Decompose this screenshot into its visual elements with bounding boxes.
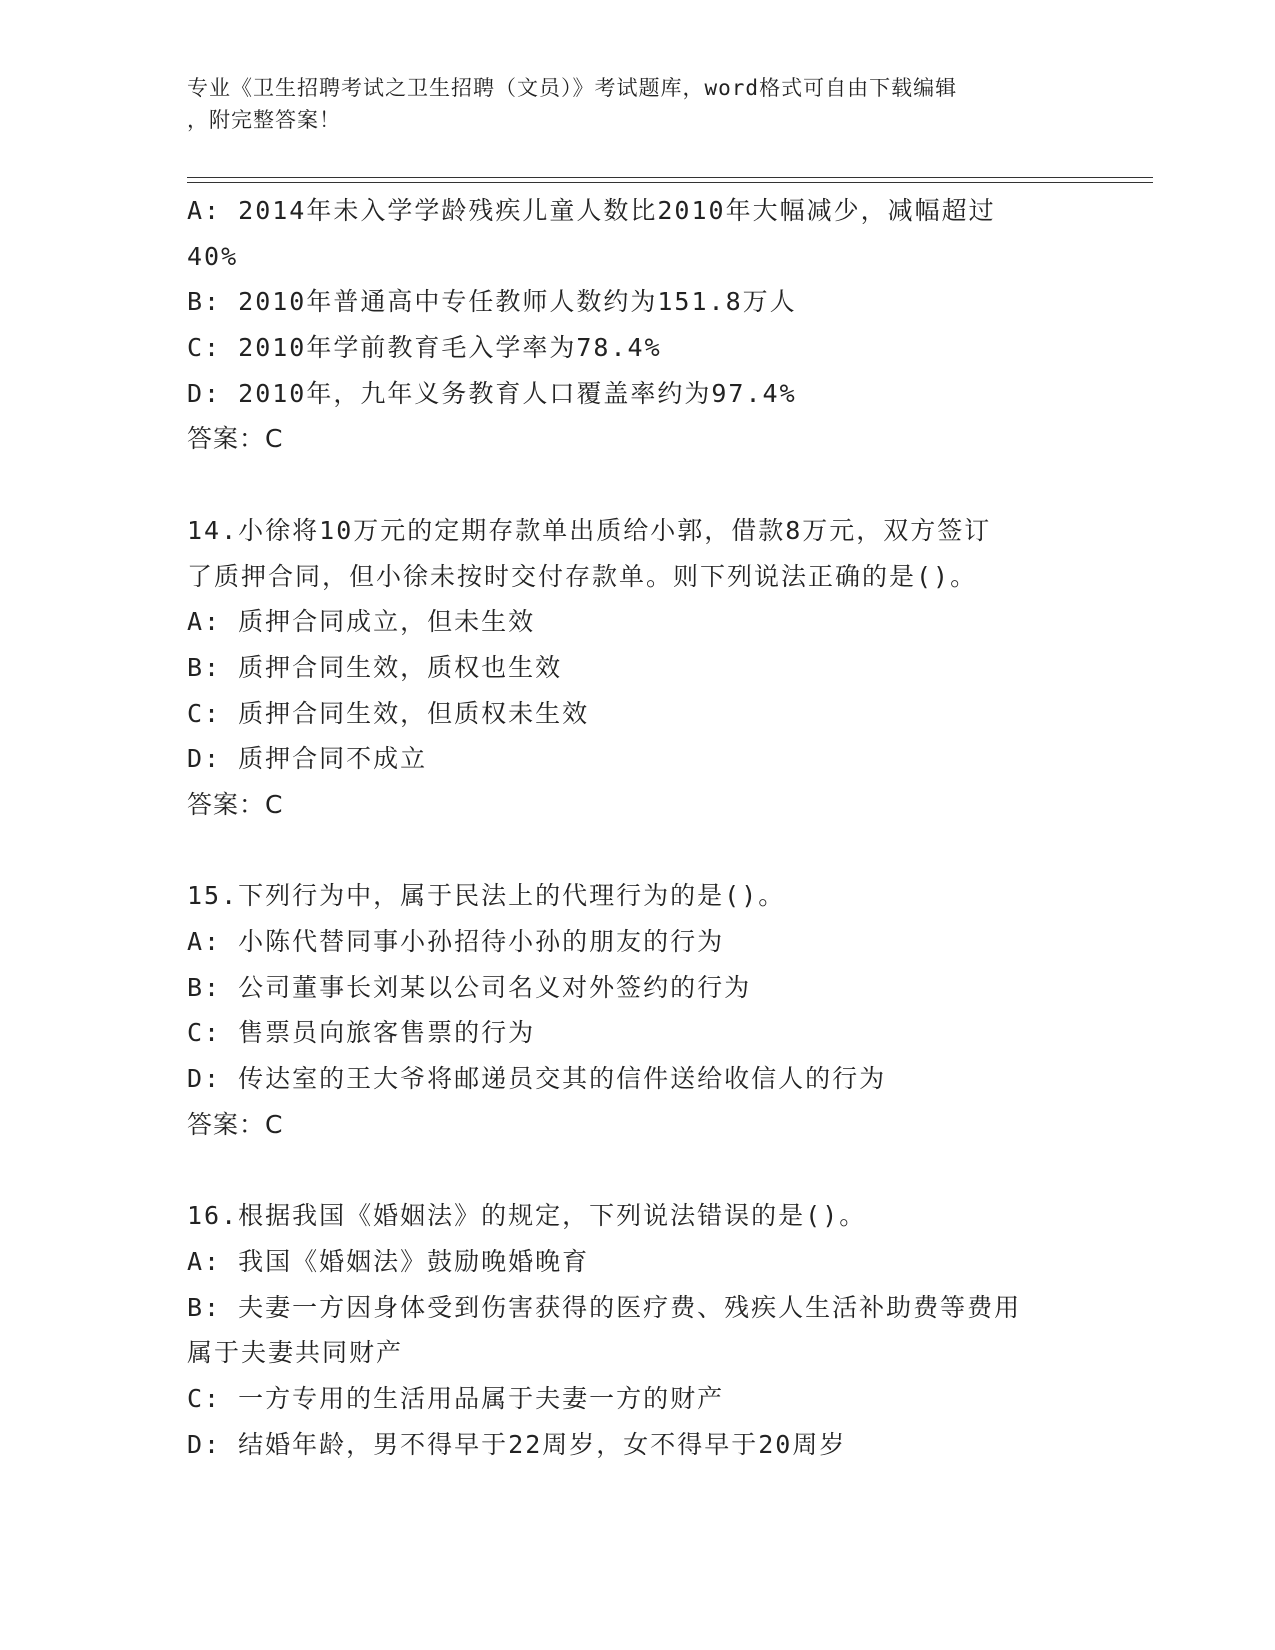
question-15-block [187,873,1087,1147]
option-c: C: 售票员向旅客售票的行为 [187,1018,536,1048]
option-c: C: 2010年学前教育毛入学率为78.4% [187,333,662,363]
header-divider-top [187,177,1153,178]
answer: 答案：C [187,424,284,454]
option-d: D: 质押合同不成立 [187,744,428,774]
spacer [187,1147,1087,1193]
option-a: A: 我国《婚姻法》鼓励晚婚晚育 [187,1246,590,1276]
spacer [187,828,1087,874]
option-c: C: 一方专用的生活用品属于夫妻一方的财产 [187,1383,725,1413]
header-line-1: 专业《卫生招聘考试之卫生招聘（文员）》考试题库，word格式可自由下载编辑 [187,76,958,100]
option-b: B: 质押合同生效，质权也生效 [187,652,563,682]
question-stem: 15.下列行为中，属于民法上的代理行为的是()。 [187,881,786,911]
question-stem: 16.根据我国《婚姻法》的规定，下列说法错误的是()。 [187,1201,867,1231]
answer: 答案：C [187,789,284,819]
option-b-line-1: B: 夫妻一方因身体受到伤害获得的医疗费、残疾人生活补助费等费用 [187,1292,1022,1322]
option-a: A: 质押合同成立，但未生效 [187,607,536,637]
header-line-2: ，附完整答案！ [187,108,341,132]
spacer [187,462,1087,508]
option-a-line-2: 40% [187,241,239,271]
document-header [187,72,1077,136]
option-a: A: 小陈代替同事小孙招待小孙的朋友的行为 [187,927,725,956]
question-stem-line-1: 14.小徐将10万元的定期存款单出质给小郭，借款8万元，双方签订 [187,515,992,545]
question-list [187,188,1087,1467]
option-c: C: 质押合同生效，但质权未生效 [187,698,590,728]
option-d: D: 2010年，九年义务教育人口覆盖率约为97.4% [187,378,797,408]
option-b-line-2: 属于夫妻共同财产 [187,1338,404,1368]
question-stem-line-2: 了质押合同，但小徐未按时交付存款单。则下列说法正确的是()。 [187,561,978,591]
header-divider-bottom [187,182,1153,183]
question-14-block [187,508,1087,828]
question-16-block [187,1193,1087,1467]
option-d: D: 传达室的王大爷将邮递员交其的信件送给收信人的行为 [187,1064,887,1094]
question-13-block [187,188,1087,462]
option-d: D: 结婚年龄，男不得早于22周岁，女不得早于20周岁 [187,1429,847,1459]
option-b: B: 公司董事长刘某以公司名义对外签约的行为 [187,972,752,1002]
answer: 答案：C [187,1109,284,1139]
option-b: B: 2010年普通高中专任教师人数约为151.8万人 [187,287,797,317]
option-a-line-1: A: 2014年未入学学龄残疾儿童人数比2010年大幅减少，减幅超过 [187,196,996,225]
